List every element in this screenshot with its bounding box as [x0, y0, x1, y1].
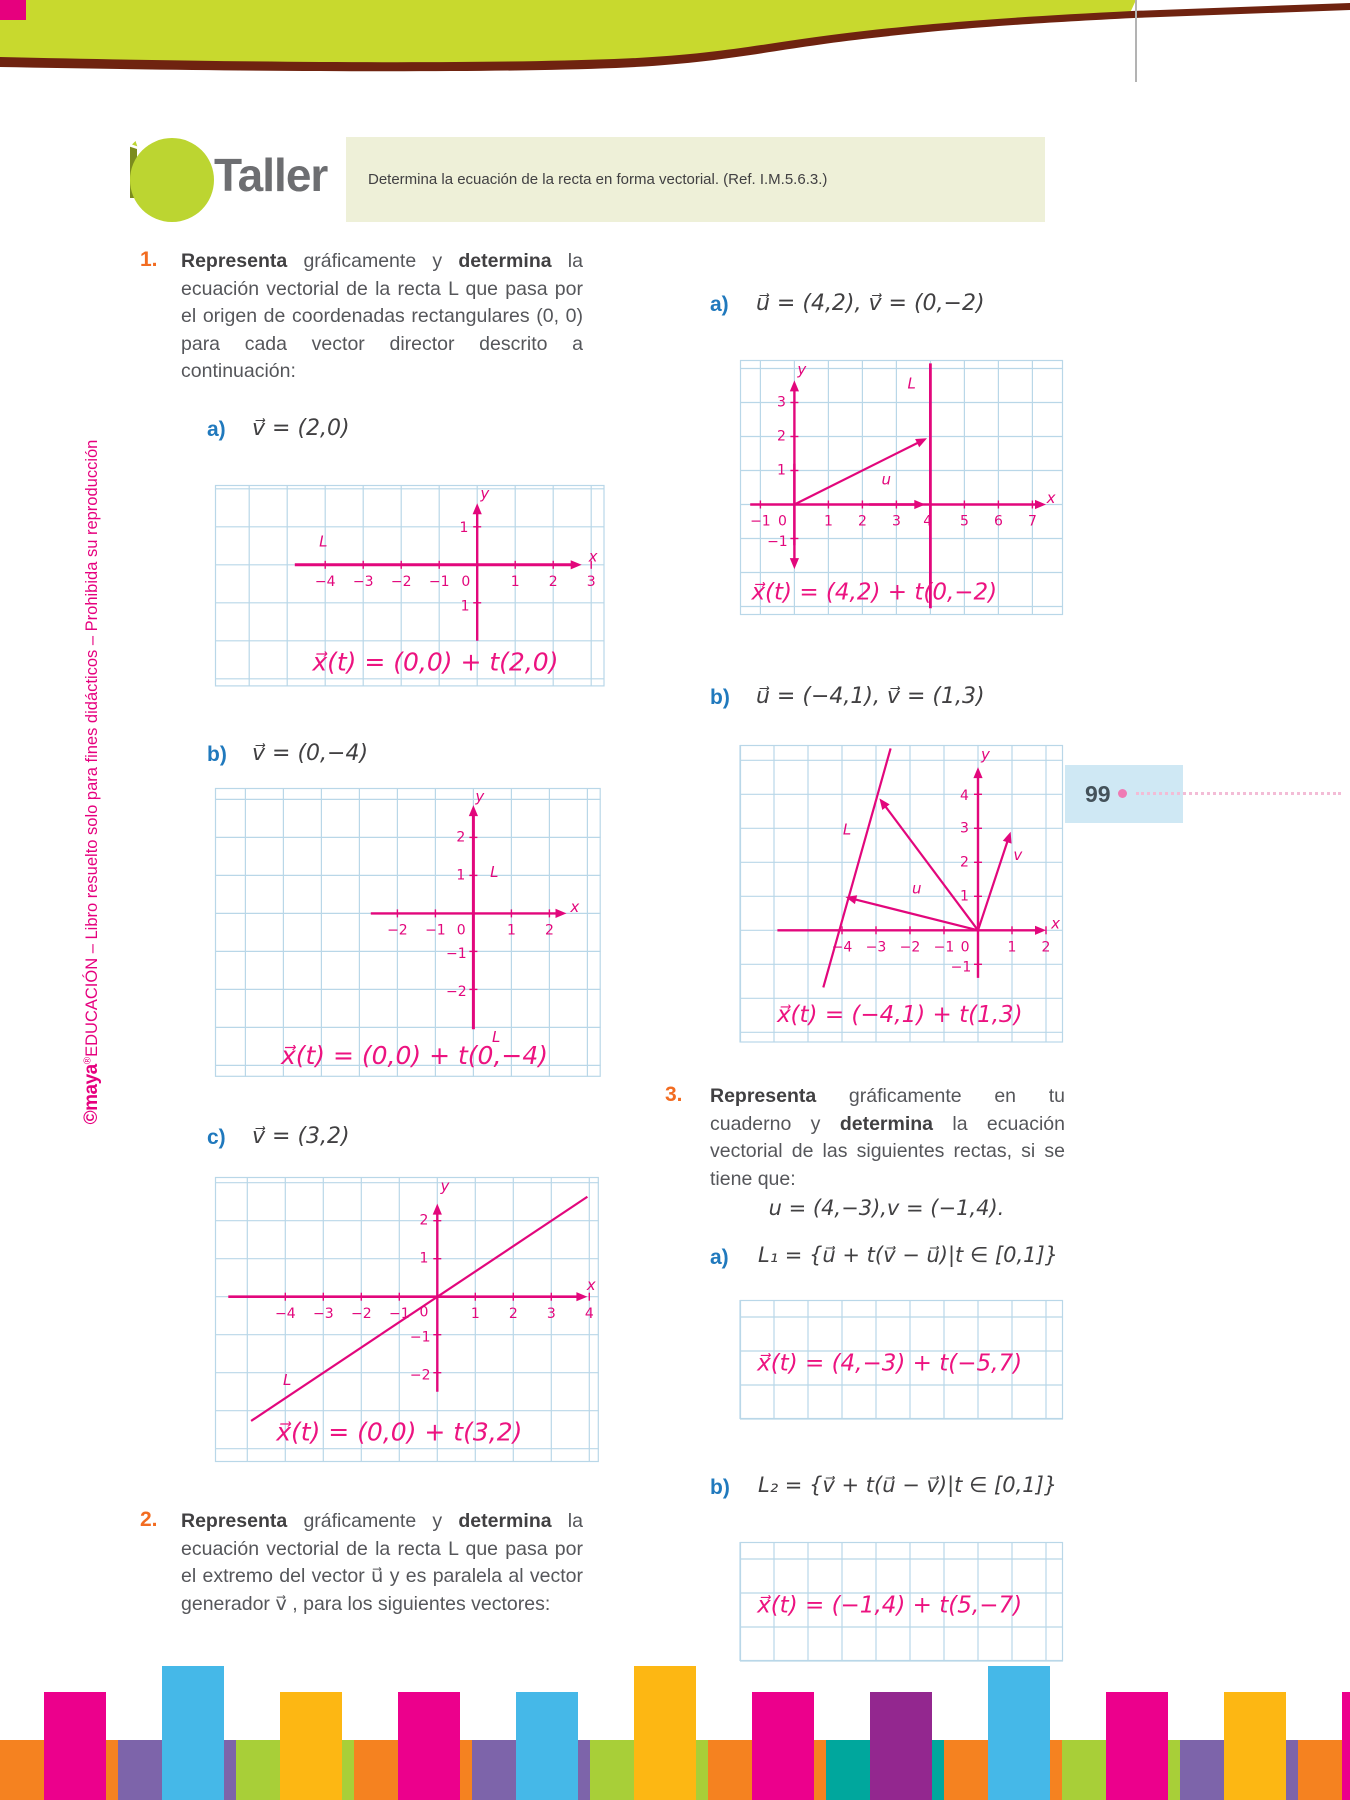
item-3a-expression: L₁ = {u⃗ + t(v⃗ − u⃗)|t ∈ [0,1]} [758, 1243, 1059, 1267]
svg-text:L: L [492, 1028, 501, 1047]
problem-1-number: 1. [140, 248, 158, 271]
svg-text:4: 4 [923, 513, 933, 530]
leader-dot [1118, 789, 1127, 798]
svg-text:1: 1 [823, 513, 833, 530]
problem-3-given-vectors: u = (4,−3),v = (−1,4). [768, 1196, 1005, 1220]
svg-text:x: x [588, 547, 598, 566]
svg-text:1: 1 [506, 922, 516, 939]
svg-text:u: u [912, 879, 922, 898]
svg-text:−1: −1 [950, 959, 972, 976]
svg-text:1: 1 [470, 1305, 480, 1322]
svg-text:−4: −4 [831, 939, 853, 956]
graph-1b [215, 788, 601, 1077]
svg-text:1: 1 [1007, 939, 1017, 956]
svg-text:x: x [570, 897, 580, 916]
svg-text:7: 7 [1027, 513, 1037, 530]
copyright-sidebar [81, 440, 103, 1125]
bottom-mosaic-decoration [0, 1660, 1350, 1800]
svg-text:2: 2 [544, 922, 554, 939]
corner-accent [0, 0, 26, 20]
problem-3-text: Representa gráficamente en tu cuaderno y determina la ecuación vectorial de las siguientes rectas, si se tiene que: [710, 1085, 1065, 1190]
taller-description: Determina la ecuación de la recta en forma vectorial. (Ref. I.M.5.6.3.) [368, 171, 828, 188]
problem-1-text: Representa gráficamente y determina la ecuación vectorial de la recta L que pasa por el origen de coordenadas rectangulares (0, 0) para cada vector director descrito a continuación: [181, 250, 583, 382]
svg-text:u: u [881, 470, 891, 489]
problem-2-text: Representa gráficamente y determina la ecuación vectorial de la recta L que pasa por el extremo del vector u⃗ y es paralela al vector generador v⃗ , para los siguientes vectores: [181, 1510, 583, 1615]
svg-text:−1: −1 [388, 1305, 410, 1322]
svg-text:−2: −2 [350, 1305, 372, 1322]
svg-text:2: 2 [456, 829, 466, 846]
item-1b-label: b) [207, 743, 227, 766]
svg-text:−2: −2 [387, 922, 408, 939]
svg-text:y: y [440, 1177, 450, 1195]
svg-text:−3: −3 [865, 939, 887, 956]
svg-text:3: 3 [777, 394, 786, 411]
svg-text:y: y [475, 787, 485, 806]
item-2a-label: a) [710, 293, 729, 316]
registered-mark: ® [82, 1056, 94, 1065]
answer-grid-3a-equation: x⃗(t) = (4,−3) + t(−5,7) [757, 1350, 1023, 1377]
svg-text:1: 1 [959, 888, 969, 905]
item-2b-expression: u⃗ = (−4,1), v⃗ = (1,3) [756, 684, 985, 709]
svg-text:0: 0 [960, 939, 970, 956]
svg-text:1: 1 [510, 573, 520, 590]
svg-text:−1: −1 [445, 946, 467, 963]
svg-text:2: 2 [857, 513, 867, 530]
svg-text:−3: −3 [352, 573, 374, 590]
svg-text:3: 3 [586, 573, 596, 590]
leader-dotted-line [1136, 792, 1341, 795]
graph-2a-equation: x⃗(t) = (4,2) + t(0,−2) [751, 579, 998, 606]
svg-text:−1: −1 [767, 533, 788, 550]
svg-text:2: 2 [548, 573, 558, 590]
svg-text:−1: −1 [425, 922, 446, 939]
answer-grid-3b-equation: x⃗(t) = (−1,4) + t(5,−7) [757, 1592, 1023, 1619]
svg-text:−4: −4 [274, 1305, 296, 1322]
top-wave-decoration [0, 0, 1350, 95]
graph-1a-equation: x⃗(t) = (0,0) + t(2,0) [312, 647, 559, 677]
svg-text:−1: −1 [428, 573, 450, 590]
graph-2a [740, 360, 1063, 615]
svg-text:0: 0 [419, 1304, 429, 1321]
svg-text:1: 1 [419, 1250, 429, 1267]
svg-text:2: 2 [777, 428, 786, 445]
copyright-text: EDUCACIÓN – Libro resuelto solo para fines didácticos – Prohibida su reproducción [83, 439, 101, 1057]
svg-text:−2: −2 [409, 1367, 431, 1384]
svg-text:−1: −1 [933, 939, 955, 956]
svg-text:1: 1 [777, 462, 786, 479]
svg-text:−3: −3 [312, 1305, 334, 1322]
svg-text:1: 1 [459, 519, 469, 536]
svg-text:0: 0 [456, 922, 466, 939]
svg-text:2: 2 [508, 1305, 518, 1322]
page-number: 99 [1085, 780, 1111, 807]
svg-text:3: 3 [959, 820, 969, 837]
taller-title: Taller [214, 149, 328, 201]
item-1c-label: c) [207, 1126, 226, 1149]
svg-text:1: 1 [460, 598, 470, 615]
svg-text:3: 3 [546, 1305, 556, 1322]
item-1a-expression: v⃗ = (2,0) [252, 416, 350, 441]
problem-2-number: 2. [140, 1508, 158, 1531]
svg-text:−1: −1 [409, 1329, 431, 1346]
svg-text:−2: −2 [445, 984, 467, 1001]
svg-text:5: 5 [959, 513, 969, 530]
svg-text:L: L [907, 374, 916, 393]
svg-text:y: y [797, 360, 807, 379]
svg-text:v: v [1013, 846, 1023, 864]
svg-text:4: 4 [584, 1305, 594, 1322]
item-3a-label: a) [710, 1246, 729, 1269]
item-1b-expression: v⃗ = (0,−4) [252, 741, 369, 766]
svg-text:6: 6 [993, 513, 1003, 530]
svg-text:0: 0 [778, 513, 787, 530]
item-1a-label: a) [207, 418, 226, 441]
svg-text:x: x [586, 1275, 596, 1294]
item-2a-expression: u⃗ = (4,2), v⃗ = (0,−2) [756, 291, 985, 316]
svg-text:2: 2 [959, 854, 969, 871]
svg-text:−2: −2 [899, 939, 921, 956]
svg-text:x: x [1046, 488, 1056, 507]
svg-text:2: 2 [419, 1212, 429, 1229]
svg-text:y: y [981, 745, 990, 764]
graph-1c-equation: x⃗(t) = (0,0) + t(3,2) [276, 1417, 523, 1447]
answer-grid-3b [740, 1542, 1063, 1661]
svg-text:x: x [1051, 914, 1060, 933]
item-3b-label: b) [710, 1476, 730, 1499]
svg-text:3: 3 [891, 513, 901, 530]
graph-1c [215, 1177, 599, 1462]
svg-text:−2: −2 [390, 573, 412, 590]
svg-text:0: 0 [461, 573, 471, 590]
problem-3-number: 3. [665, 1083, 683, 1106]
svg-text:L: L [319, 532, 328, 551]
item-2b-label: b) [710, 686, 730, 709]
svg-text:−1: −1 [750, 513, 771, 530]
svg-text:2: 2 [1041, 939, 1051, 956]
svg-text:−4: −4 [314, 573, 336, 590]
graph-1b-equation: x⃗(t) = (0,0) + t(0,−4) [280, 1041, 549, 1071]
svg-text:L: L [842, 820, 852, 839]
svg-text:L: L [283, 1370, 292, 1389]
item-3b-expression: L₂ = {v⃗ + t(u⃗ − v⃗)|t ∈ [0,1]} [758, 1473, 1058, 1497]
svg-text:4: 4 [959, 788, 969, 804]
graph-2b-equation: x⃗(t) = (−4,1) + t(1,3) [776, 1001, 1023, 1028]
brand-logo: ©maya [81, 1064, 102, 1125]
svg-text:y: y [480, 484, 490, 503]
answer-grid-3a [740, 1300, 1063, 1419]
svg-text:L: L [490, 863, 499, 882]
item-1c-expression: v⃗ = (3,2) [252, 1124, 350, 1149]
svg-text:1: 1 [456, 867, 466, 884]
graph-2b [740, 745, 1063, 1043]
graph-1a [215, 485, 605, 686]
